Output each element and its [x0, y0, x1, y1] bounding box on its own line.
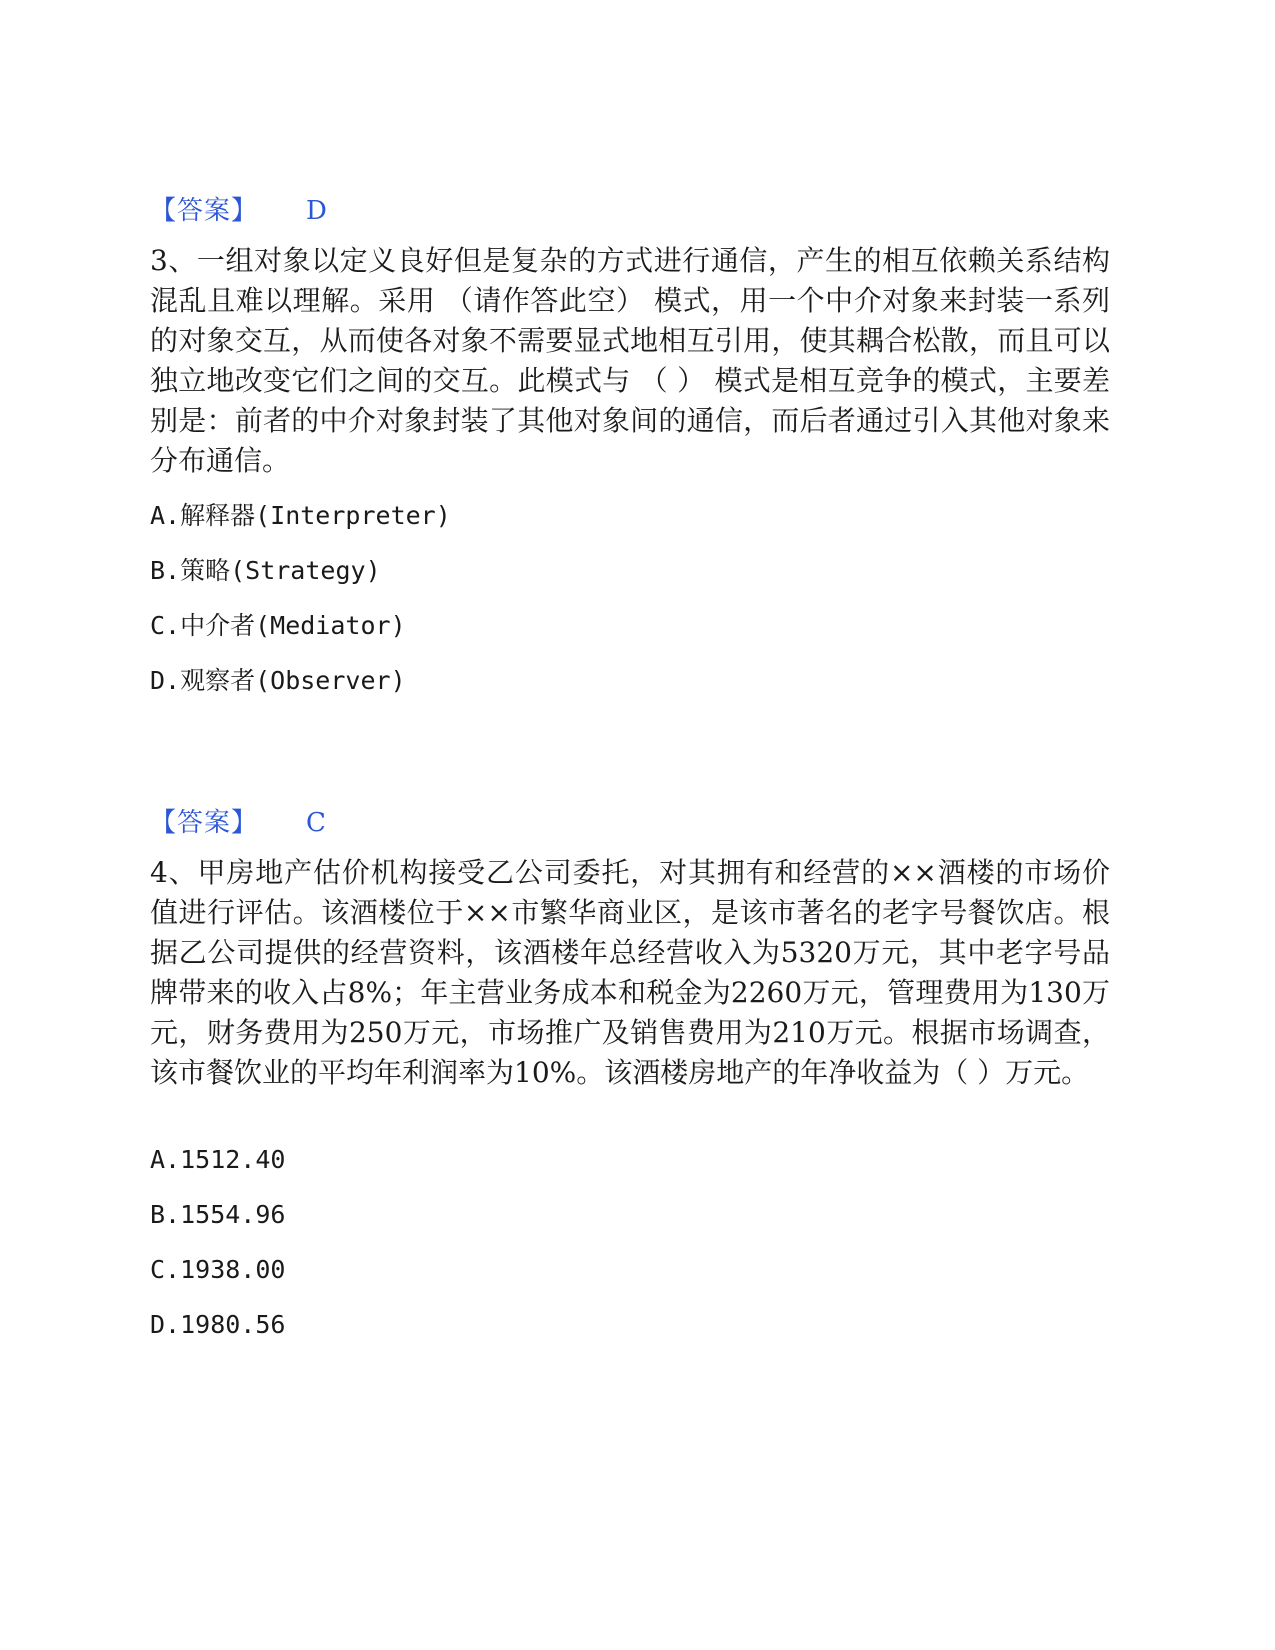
question-4-option-c: C.1938.00: [150, 1255, 286, 1284]
question-3-option-c: C.中介者(Mediator): [150, 611, 406, 640]
question-4-option-d: D.1980.56: [150, 1310, 286, 1339]
question-3-option-b: B.策略(Strategy): [150, 556, 381, 585]
answer-value: D: [306, 196, 327, 226]
answer-value: C: [306, 808, 326, 838]
question-4-text: 4、甲房地产估价机构接受乙公司委托，对其拥有和经营的××酒楼的市场价值进行评估。该酒楼位于××市繁华商业区，是该市著名的老字号餐饮店。根据乙公司提供的经营资料，该酒楼年总经营收入为5320万元，其中老字号品牌带来的收入占8%；年主营业务成本和税金为2260万元，管理费用为130万元，财务费用为250万元，市场推广及销售费用为210万元。根据市场调查，该市餐饮业的平均年利润率为10%。该酒楼房地产的年净收益为（ ）万元。: [150, 856, 1110, 1089]
answer-line: [150, 802, 326, 839]
answer-label: 【答案】: [150, 808, 259, 838]
question-3-option-a: A.解释器(Interpreter): [150, 501, 451, 530]
answer-label: 【答案】: [150, 196, 259, 226]
question-3-text: 3、一组对象以定义良好但是复杂的方式进行通信，产生的相互依赖关系结构混乱且难以理解。采用 （请作答此空） 模式，用一个中介对象来封装一系列的对象交互，从而使各对象不需要显式地相互引用，使其耦合松散，而且可以独立地改变它们之间的交互。此模式与 （ ） 模式是相互竞争的模式，主要差别是：前者的中介对象封装了其他对象间的通信，而后者通过引入其他对象来分布通信。: [150, 244, 1110, 477]
answer-line: [150, 190, 327, 227]
question-4-option-a: A.1512.40: [150, 1145, 286, 1174]
question-4-option-b: B.1554.96: [150, 1200, 286, 1229]
question-3-option-d: D.观察者(Observer): [150, 666, 406, 695]
